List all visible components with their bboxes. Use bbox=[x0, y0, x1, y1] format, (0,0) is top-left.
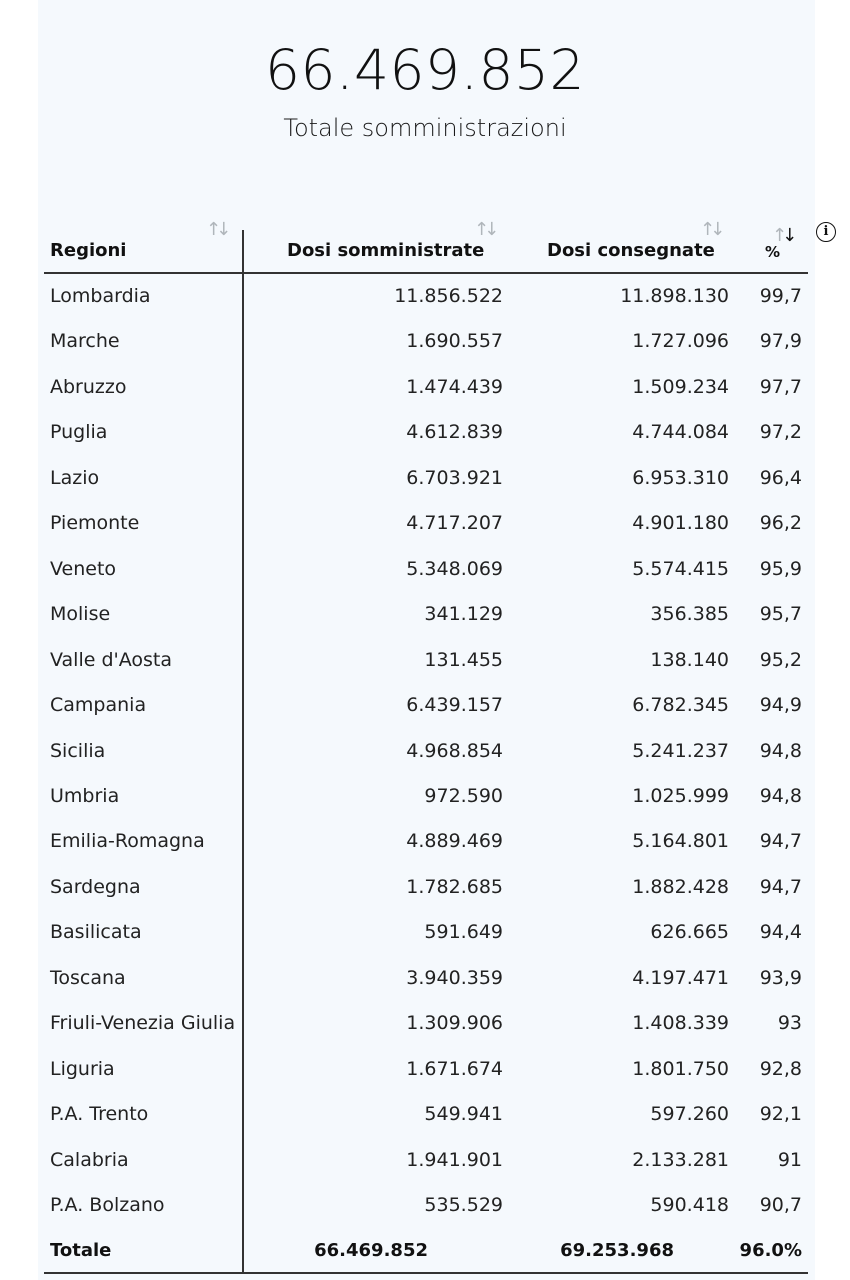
sort-regions-icon[interactable]: ↑↓ bbox=[206, 219, 227, 240]
cell-percent: 92,8 bbox=[759, 1057, 802, 1080]
cell-delivered: 590.418 bbox=[650, 1194, 729, 1216]
cell-delivered: 356.385 bbox=[650, 603, 729, 626]
cell-delivered: 5.574.415 bbox=[632, 557, 729, 580]
cell-administered: 4.968.854 bbox=[406, 739, 503, 762]
cell-delivered: 6.782.345 bbox=[632, 694, 729, 717]
cell-region: Sardegna bbox=[50, 875, 141, 898]
cell-region: P.A. Trento bbox=[50, 1103, 149, 1126]
sort-active-down-arrow-icon: ↓ bbox=[782, 225, 793, 246]
cell-administered: 1.690.557 bbox=[406, 330, 503, 353]
cell-percent: 94,4 bbox=[759, 921, 802, 944]
cell-delivered: 626.665 bbox=[650, 921, 729, 944]
table-row bbox=[0, 274, 850, 319]
info-icon[interactable]: i bbox=[816, 222, 836, 242]
table-row bbox=[0, 456, 850, 501]
total-percent: 96.0% bbox=[739, 1240, 802, 1261]
cell-region: P.A. Bolzano bbox=[50, 1194, 165, 1216]
cell-region: Calabria bbox=[50, 1148, 129, 1171]
cell-administered: 549.941 bbox=[424, 1103, 503, 1126]
cell-region: Veneto bbox=[50, 557, 117, 580]
cell-delivered: 1.801.750 bbox=[632, 1057, 729, 1080]
column-header-administered[interactable]: Dosi somministrate bbox=[287, 240, 485, 261]
cell-region: Molise bbox=[50, 603, 111, 626]
cell-region: Campania bbox=[50, 694, 147, 717]
table-row bbox=[0, 910, 850, 955]
cell-percent: 94,7 bbox=[759, 875, 802, 898]
column-header-regions[interactable]: Regioni bbox=[50, 240, 127, 261]
cell-administered: 3.940.359 bbox=[406, 966, 503, 989]
cell-region: Marche bbox=[50, 330, 120, 353]
table-row bbox=[0, 501, 850, 546]
cell-region: Lombardia bbox=[50, 285, 151, 307]
cell-region: Basilicata bbox=[50, 921, 142, 944]
cell-delivered: 597.260 bbox=[650, 1103, 729, 1126]
sort-administered-icon[interactable]: ↑↓ bbox=[474, 219, 495, 240]
cell-percent: 97,9 bbox=[759, 330, 802, 353]
column-header-delivered[interactable]: Dosi consegnate bbox=[547, 240, 715, 261]
cell-region: Umbria bbox=[50, 784, 120, 807]
table-row bbox=[0, 638, 850, 683]
cell-percent: 99,7 bbox=[759, 285, 802, 307]
cell-administered: 11.856.522 bbox=[394, 285, 503, 307]
cell-delivered: 1.882.428 bbox=[632, 875, 729, 898]
cell-administered: 591.649 bbox=[424, 921, 503, 944]
table-row bbox=[0, 410, 850, 455]
cell-percent: 92,1 bbox=[759, 1103, 802, 1126]
table-row bbox=[0, 683, 850, 728]
total-administrations-value: 66.469.852 bbox=[265, 38, 585, 102]
cell-percent: 94,7 bbox=[759, 830, 802, 853]
cell-region: Valle d'Aosta bbox=[50, 648, 173, 671]
cell-administered: 6.439.157 bbox=[406, 694, 503, 717]
cell-administered: 1.309.906 bbox=[406, 1012, 503, 1035]
table-row bbox=[0, 319, 850, 364]
cell-administered: 1.782.685 bbox=[406, 875, 503, 898]
cell-administered: 4.717.207 bbox=[406, 512, 503, 535]
total-administrations-label: Totale somministrazioni bbox=[283, 114, 567, 142]
table-row bbox=[0, 1092, 850, 1137]
cell-delivered: 5.241.237 bbox=[632, 739, 729, 762]
cell-percent: 90,7 bbox=[759, 1194, 802, 1216]
table-row bbox=[0, 1138, 850, 1183]
cell-delivered: 138.140 bbox=[650, 648, 729, 671]
table-row bbox=[0, 819, 850, 864]
table-row bbox=[0, 956, 850, 1001]
cell-administered: 972.590 bbox=[424, 784, 503, 807]
cell-percent: 93,9 bbox=[759, 966, 802, 989]
cell-administered: 535.529 bbox=[424, 1194, 503, 1216]
cell-region: Liguria bbox=[50, 1057, 115, 1080]
cell-region: Puglia bbox=[50, 421, 108, 444]
total-delivered: 69.253.968 bbox=[560, 1240, 674, 1261]
cell-percent: 93 bbox=[777, 1012, 802, 1035]
table-row bbox=[0, 592, 850, 637]
cell-percent: 94,9 bbox=[759, 694, 802, 717]
total-administered: 66.469.852 bbox=[314, 1240, 428, 1261]
cell-delivered: 2.133.281 bbox=[632, 1148, 729, 1171]
cell-percent: 97,7 bbox=[759, 375, 802, 398]
cell-delivered: 1.509.234 bbox=[632, 375, 729, 398]
cell-administered: 1.941.901 bbox=[406, 1148, 503, 1171]
cell-administered: 4.612.839 bbox=[406, 421, 503, 444]
cell-administered: 5.348.069 bbox=[406, 557, 503, 580]
cell-region: Piemonte bbox=[50, 512, 140, 535]
cell-delivered: 4.744.084 bbox=[632, 421, 729, 444]
table-row bbox=[0, 774, 850, 819]
table-row bbox=[0, 1183, 850, 1228]
cell-administered: 1.474.439 bbox=[406, 375, 503, 398]
cell-region: Friuli-Venezia Giulia bbox=[50, 1012, 236, 1035]
cell-region: Lazio bbox=[50, 466, 100, 489]
cell-percent: 96,4 bbox=[759, 466, 802, 489]
total-label: Totale bbox=[50, 1240, 112, 1261]
table-row bbox=[0, 729, 850, 774]
cell-delivered: 1.727.096 bbox=[632, 330, 729, 353]
cell-administered: 341.129 bbox=[424, 603, 503, 626]
cell-region: Abruzzo bbox=[50, 375, 127, 398]
cell-delivered: 4.197.471 bbox=[632, 966, 729, 989]
cell-delivered: 5.164.801 bbox=[632, 830, 729, 853]
sort-delivered-icon[interactable]: ↑↓ bbox=[700, 219, 721, 240]
cell-administered: 6.703.921 bbox=[406, 466, 503, 489]
cell-delivered: 4.901.180 bbox=[632, 512, 729, 535]
table-row bbox=[0, 365, 850, 410]
sort-percent-icon[interactable]: ↑↓ bbox=[772, 225, 793, 246]
total-row bbox=[0, 1228, 850, 1273]
column-header-percent[interactable]: % bbox=[765, 243, 781, 261]
cell-region: Sicilia bbox=[50, 739, 106, 762]
cell-delivered: 1.025.999 bbox=[632, 784, 729, 807]
cell-percent: 95,9 bbox=[759, 557, 802, 580]
cell-administered: 4.889.469 bbox=[406, 830, 503, 853]
table-row bbox=[0, 865, 850, 910]
cell-region: Emilia-Romagna bbox=[50, 830, 205, 853]
table-row bbox=[0, 1047, 850, 1092]
cell-percent: 91 bbox=[777, 1148, 802, 1171]
cell-delivered: 6.953.310 bbox=[632, 466, 729, 489]
cell-delivered: 1.408.339 bbox=[632, 1012, 729, 1035]
cell-percent: 94,8 bbox=[759, 739, 802, 762]
cell-percent: 97,2 bbox=[759, 421, 802, 444]
table-row bbox=[0, 1001, 850, 1046]
cell-administered: 1.671.674 bbox=[406, 1057, 503, 1080]
cell-percent: 95,2 bbox=[759, 648, 802, 671]
cell-percent: 95,7 bbox=[759, 603, 802, 626]
cell-region: Toscana bbox=[50, 966, 126, 989]
cell-percent: 96,2 bbox=[759, 512, 802, 535]
cell-administered: 131.455 bbox=[424, 648, 503, 671]
cell-delivered: 11.898.130 bbox=[620, 285, 729, 307]
table-row bbox=[0, 547, 850, 592]
cell-percent: 94,8 bbox=[759, 784, 802, 807]
